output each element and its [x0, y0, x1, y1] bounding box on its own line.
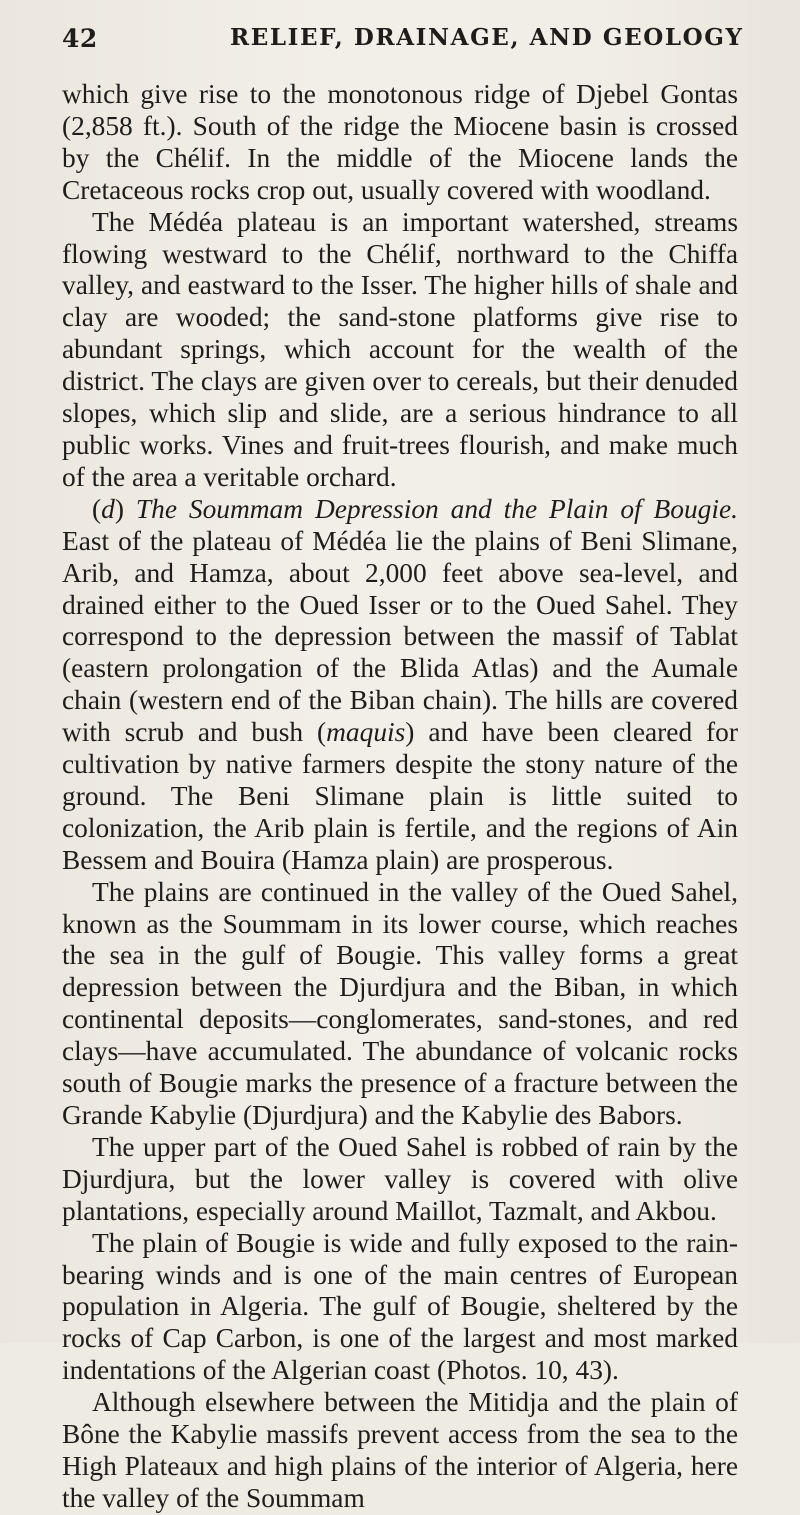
section-label-letter: d: [101, 493, 115, 524]
body-text: [62, 79, 738, 1515]
section-label-open: (: [92, 493, 102, 524]
paragraph-text: ) and have been cleared for cultivation by native farmers despite the stony nature of the ground. The Beni Slimane plain is little suited to colonization, the Arib plain is fertile, and the regions of Ain Bessem and Bouira (Hamza plain) are prosperous.: [62, 717, 738, 875]
paragraph-kabylie-massifs: [62, 1387, 738, 1515]
paragraph-text: The upper part of the Oued Sahel is robbed of rain by the Djurdjura, but the lower valley is covered with olive plantations, especially around Maillot, Tazmalt, and Akbou.: [62, 1131, 738, 1226]
page-number: 42: [62, 24, 98, 53]
paragraph-text: East of the plateau of Médéa lie the plains of Beni Slimane, Arib, and Hamza, about 2,000 feet above sea-level, and drained either to the Oued Isser or to the Oued Sahel. They correspond to the depression between the massif of Tablat (eastern prolongation of the Blida Atlas) and the Aumale chain (western end of the Biban chain). The hills are covered with scrub and bush (: [62, 525, 738, 748]
section-label-close: ): [114, 493, 136, 524]
paragraph-text: The Médéa plateau is an important watershed, streams flowing westward to the Chélif, northward to the Chiffa valley, and eastward to the Isser. The higher hills of shale and clay are wooded; the sand-stone platforms give rise to abundant springs, which account for the wealth of the district. The clays are given over to cereals, but their denuded slopes, which slip and slide, are a serious hindrance to all public works. Vines and fruit-trees flourish, and make much of the area a veritable orchard.: [62, 206, 738, 492]
paragraph-continuation: [62, 79, 738, 207]
running-head: [62, 22, 744, 62]
italic-term: maquis: [326, 717, 406, 748]
paragraph-text: The plains are continued in the valley of the Oued Sahel, known as the Soummam in its lower course, which reaches the sea in the gulf of Bougie. This valley forms a great depression between the Djurdjura and the Biban, in which continental deposits—conglomerates, sand-stones, and red clays—have accumulated. The abundance of volcanic rocks south of Bougie marks the presence of a fracture between the Grande Kabylie (Djurdjura) and the Kabylie des Babors.: [62, 876, 738, 1130]
paragraph-medea-plateau: [62, 207, 738, 494]
paragraph-soummam-depression: [62, 494, 738, 877]
section-heading: The Soummam Depression and the Plain of Bougie.: [135, 493, 738, 524]
paragraph-oued-sahel-valley: [62, 877, 738, 1132]
paragraph-plain-of-bougie: [62, 1228, 738, 1388]
running-title: RELIEF, DRAINAGE, AND GEOLOGY: [230, 24, 744, 51]
paragraph-upper-oued-sahel: [62, 1132, 738, 1228]
paragraph-text: which give rise to the monotonous ridge of Djebel Gontas (2,858 ft.). South of the ridge the Miocene basin is crossed by the Chélif. In the middle of the Miocene lands the Cretaceous rocks crop out, usually covered with woodland.: [62, 79, 738, 205]
paragraph-text: The plain of Bougie is wide and fully exposed to the rain-bearing winds and is one of the main centres of European population in Algeria. The gulf of Bougie, sheltered by the rocks of Cap Carbon, is one of the largest and most marked indentations of the Algerian coast (Photos. 10, 43).: [62, 1227, 738, 1386]
paragraph-text: Although elsewhere between the Mitidja and the plain of Bône the Kabylie massifs prevent access from the sea to the High Plateaux and high plains of the interior of Algeria, here the valley of the Soummam: [62, 1387, 738, 1513]
